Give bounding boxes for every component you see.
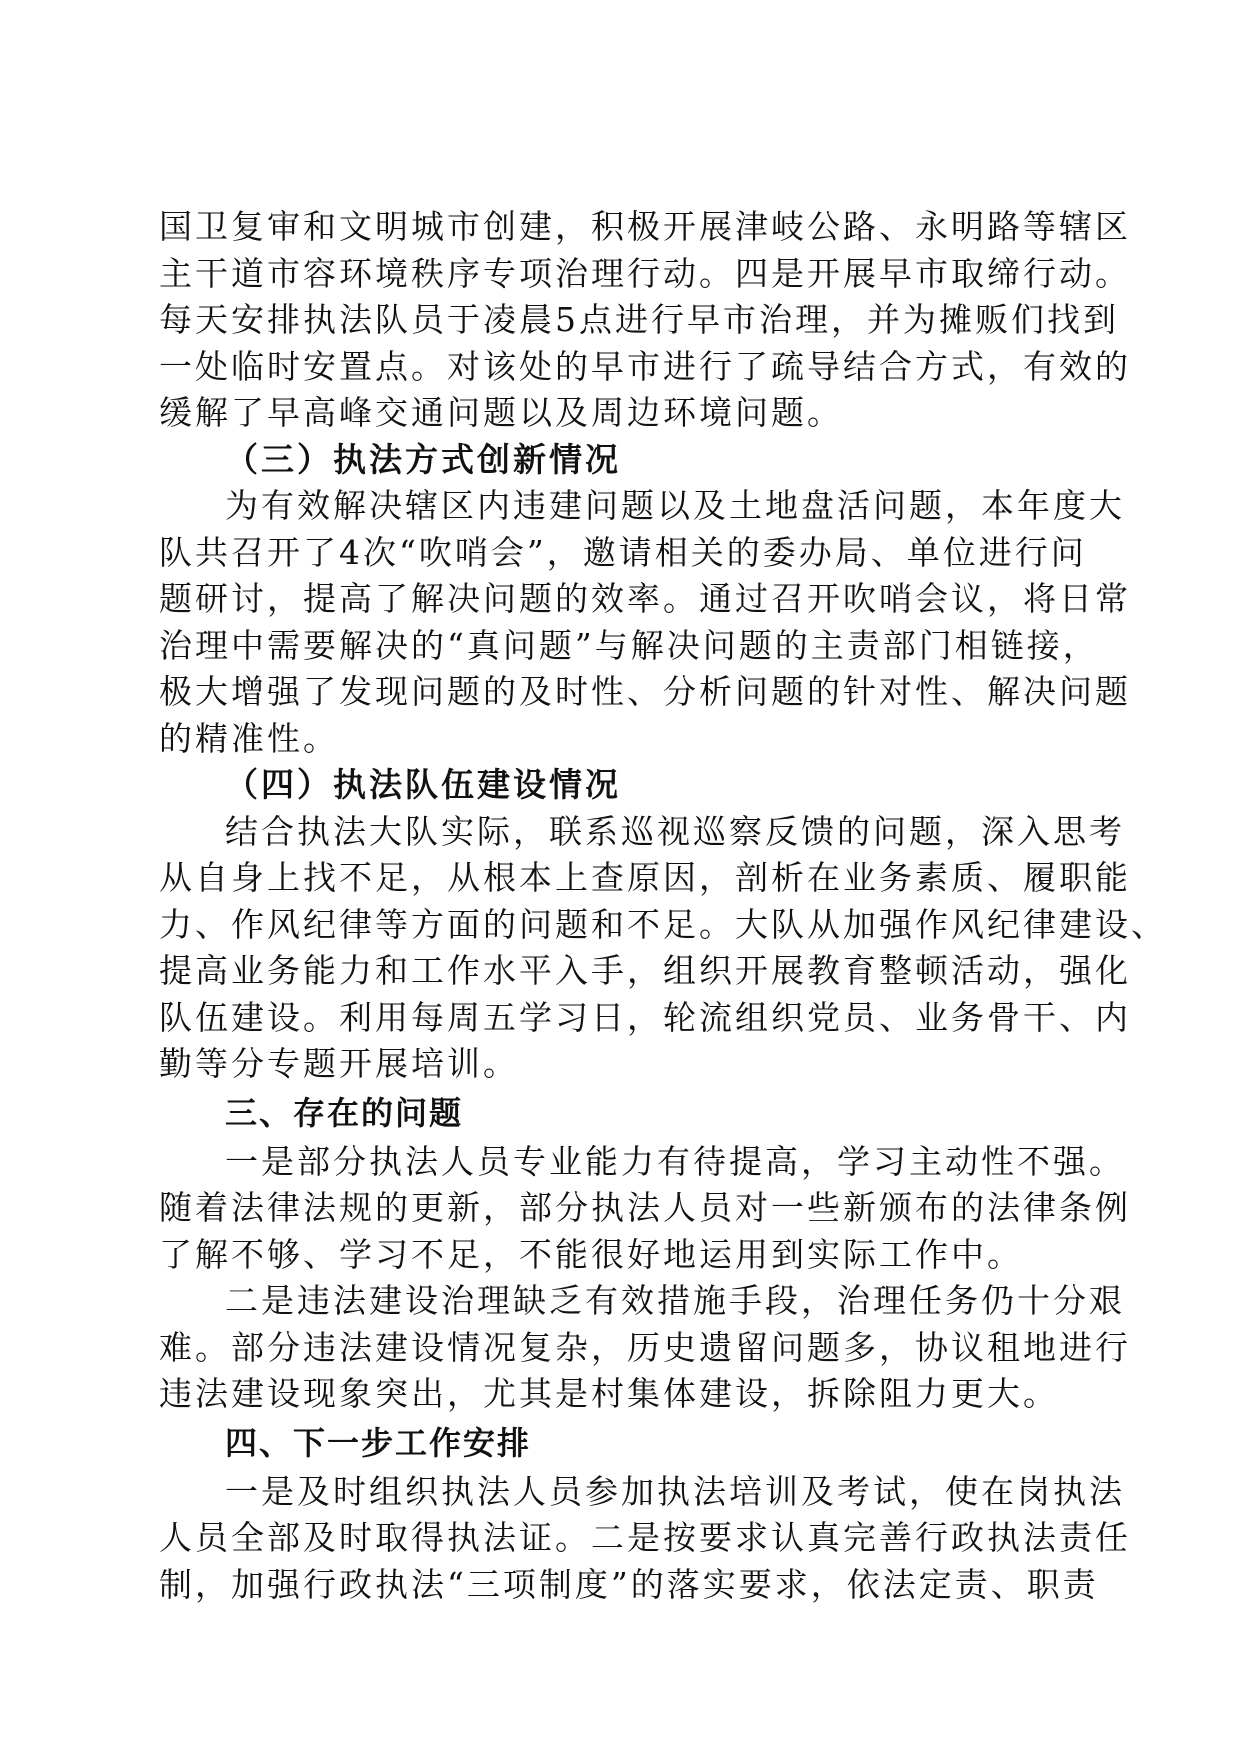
- text-line: 题研讨，提高了解决问题的效率。通过召开吹哨会议，将日常: [159, 579, 1131, 618]
- text-line: 随着法律法规的更新，部分执法人员对一些新颁布的法律条例: [159, 1188, 1131, 1227]
- text-line: 结合执法大队实际，联系巡视巡察反馈的问题，深入思考: [225, 811, 1125, 851]
- section-heading-problems: 三、存在的问题: [225, 1093, 464, 1132]
- paragraph-team-building: [159, 809, 1167, 1088]
- text-line: 队共召开了4次“吹哨会”，邀请相关的委办局、单位进行问: [159, 532, 1087, 572]
- text-line: 国卫复审和文明城市创建，积极开展津岐公路、永明路等辖区: [159, 207, 1131, 246]
- subheading-team-building: （四）执法队伍建设情况: [225, 765, 621, 804]
- text-line: 队伍建设。利用每周五学习日，轮流组织党员、业务骨干、内: [159, 997, 1131, 1037]
- text-line: 违法建设现象突出，尤其是村集体建设，拆除阻力更大。: [159, 1374, 1059, 1413]
- text-line: 力、作风纪律等方面的问题和不足。大队从加强作风纪律建设、: [159, 904, 1167, 944]
- text-line: 从自身上找不足，从根本上查原因，剖析在业务素质、履职能: [159, 858, 1131, 897]
- text-line: 了解不够、学习不足，不能很好地运用到实际工作中。: [159, 1234, 1023, 1274]
- document-body: [159, 204, 1167, 1608]
- text-line: 提高业务能力和工作水平入手，组织开展教育整顿活动，强化: [159, 951, 1131, 990]
- text-line: 缓解了早高峰交通问题以及周边环境问题。: [159, 393, 843, 432]
- section-heading-next-steps: 四、下一步工作安排: [225, 1423, 532, 1462]
- text-line: 难。部分违法建设情况复杂，历史遗留问题多，协议租地进行: [159, 1327, 1131, 1367]
- paragraph-problem-one: [159, 1139, 1131, 1279]
- text-line: 人员全部及时取得执法证。二是按要求认真完善行政执法责任: [159, 1518, 1131, 1557]
- text-line: 一是部分执法人员专业能力有待提高，学习主动性不强。: [225, 1141, 1125, 1181]
- text-line: 二是违法建设治理缺乏有效措施手段，治理任务仍十分艰: [225, 1281, 1125, 1320]
- text-line: 的精准性。: [159, 718, 339, 758]
- subheading-enforcement-innovation: （三）执法方式创新情况: [225, 439, 621, 479]
- paragraph-next-steps: [159, 1469, 1131, 1609]
- text-line: 主干道市容环境秩序专项治理行动。四是开展早市取缔行动。: [159, 253, 1131, 293]
- text-line: 每天安排执法队员于凌晨5点进行早市治理，并为摊贩们找到: [159, 300, 1119, 339]
- text-line: 极大增强了发现问题的及时性、分析问题的针对性、解决问题: [159, 672, 1131, 711]
- text-line: 一是及时组织执法人员参加执法培训及考试，使在岗执法: [225, 1471, 1125, 1511]
- paragraph-market-rectification: [159, 204, 1131, 437]
- paragraph-problem-two: [159, 1278, 1131, 1418]
- text-line: 治理中需要解决的“真问题”与解决问题的主责部门相链接，: [159, 625, 1099, 665]
- text-line: 勤等分专题开展培训。: [159, 1044, 519, 1083]
- text-line: 为有效解决辖区内违建问题以及土地盘活问题，本年度大: [225, 486, 1125, 525]
- text-line: 制，加强行政执法“三项制度”的落实要求，依法定责、职责: [159, 1564, 1099, 1604]
- text-line: 一处临时安置点。对该处的早市进行了疏导结合方式，有效的: [159, 346, 1131, 386]
- paragraph-whistle-meetings: [159, 483, 1131, 762]
